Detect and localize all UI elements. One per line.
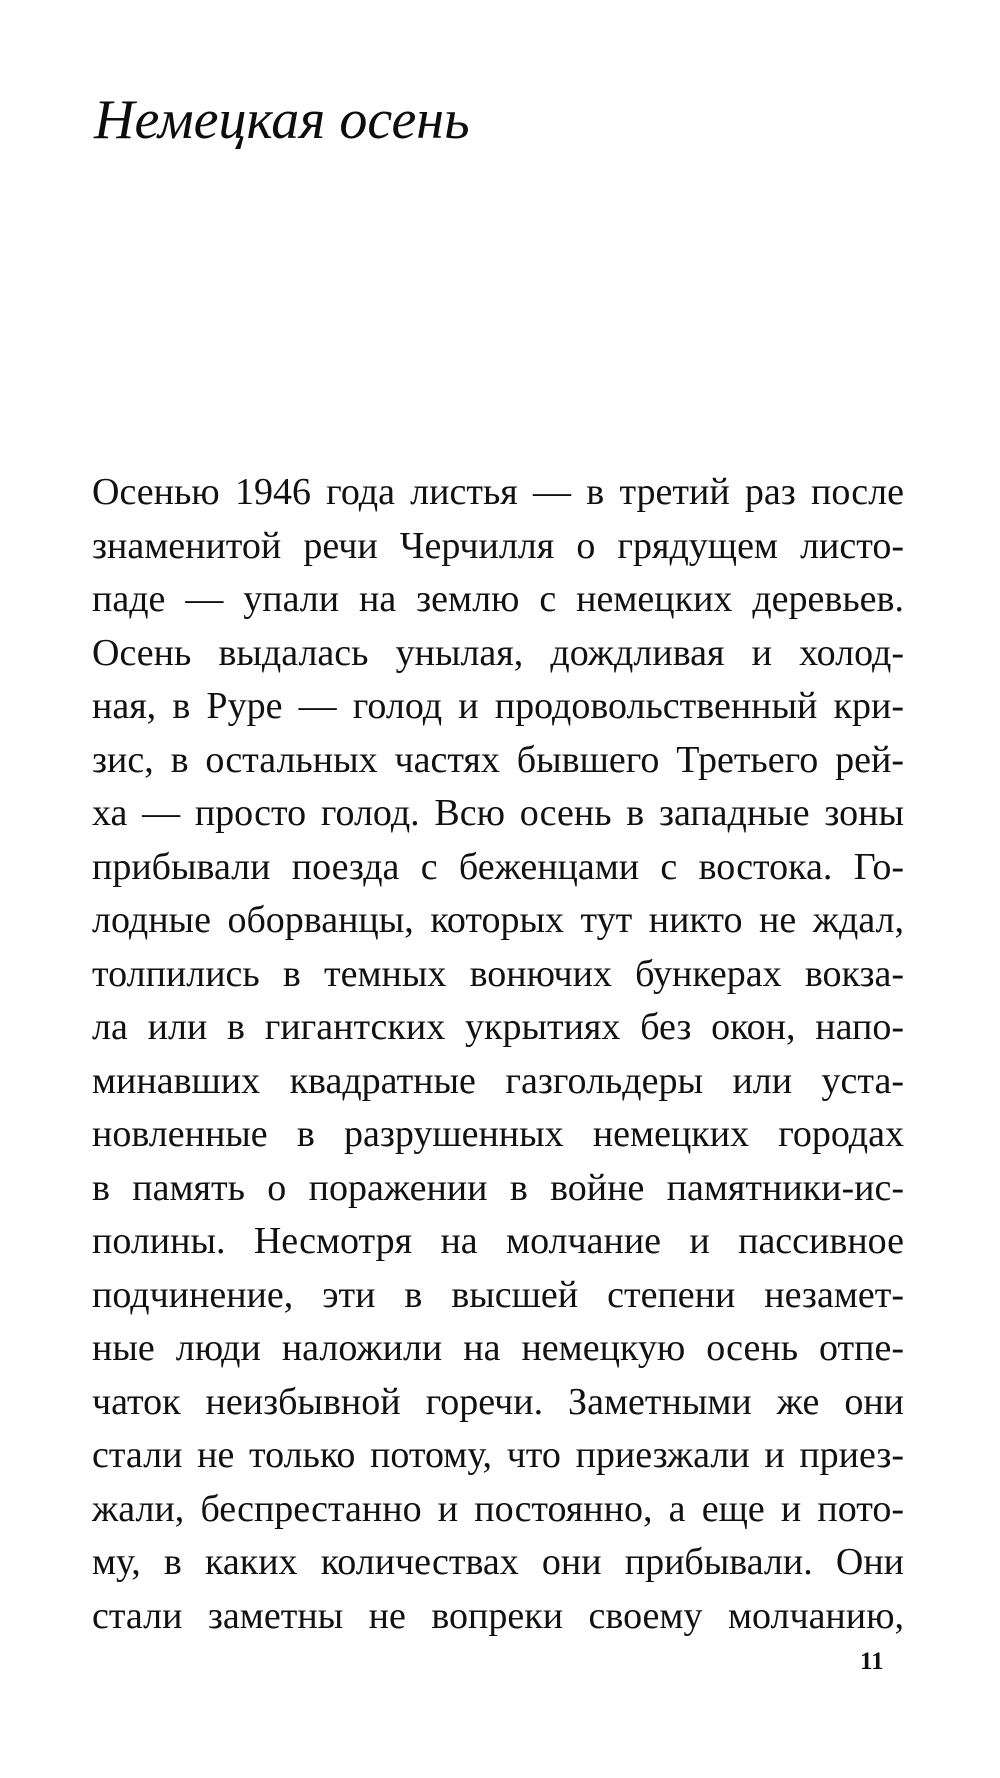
text-line: ные люди наложили на немецкую осень отпе- [92, 1327, 904, 1369]
text-line: жали, беспрестанно и постоянно, а еще и пото- [92, 1487, 904, 1530]
text-line: ха — просто голод. Всю осень в западные зоны [92, 792, 904, 834]
text-line: Осень выдалась унылая, дождливая и холод- [92, 631, 904, 674]
text-line: лодные оборванцы, которых тут никто не ждал, [92, 899, 904, 941]
text-line: ная, в Руре — голод и продовольственный кри- [92, 685, 904, 727]
text-line: полины. Несмотря на молчание и пассивное [92, 1220, 904, 1262]
text-line: чаток неизбывной горечи. Заметными же они [92, 1380, 904, 1423]
body-text [92, 466, 904, 1643]
text-line: толпились в темных вонючих бункерах вокза- [92, 952, 904, 995]
text-line: знаменитой речи Черчилля о грядущем листо- [92, 524, 904, 567]
text-line: минавших квадратные газгольдеры или уста- [92, 1059, 904, 1102]
page-number: 11 [860, 1648, 884, 1675]
text-line: паде — упали на землю с немецких деревьев. [92, 578, 904, 620]
text-line: прибывали поезда с беженцами с востока. Го- [92, 845, 904, 888]
text-line: в память о поражении в войне памятники-ис- [92, 1166, 904, 1209]
text-line: зис, в остальных частях бывшего Третьего рей- [92, 738, 904, 781]
text-line: новленные в разрушенных немецких городах [92, 1113, 904, 1155]
text-line: подчинение, эти в высшей степени незамет- [92, 1273, 904, 1316]
text-line: стали заметны не вопреки своему молчанию, [92, 1594, 904, 1637]
text-line: ла или в гигантских укрытиях без окон, напо- [92, 1006, 904, 1048]
text-line: Осенью 1946 года листья — в третий раз после [92, 471, 904, 513]
text-line: му, в каких количествах они прибывали. Они [92, 1541, 904, 1583]
chapter-title: Немецкая осень [94, 89, 470, 151]
text-line: стали не только потому, что приезжали и приез- [92, 1434, 904, 1476]
